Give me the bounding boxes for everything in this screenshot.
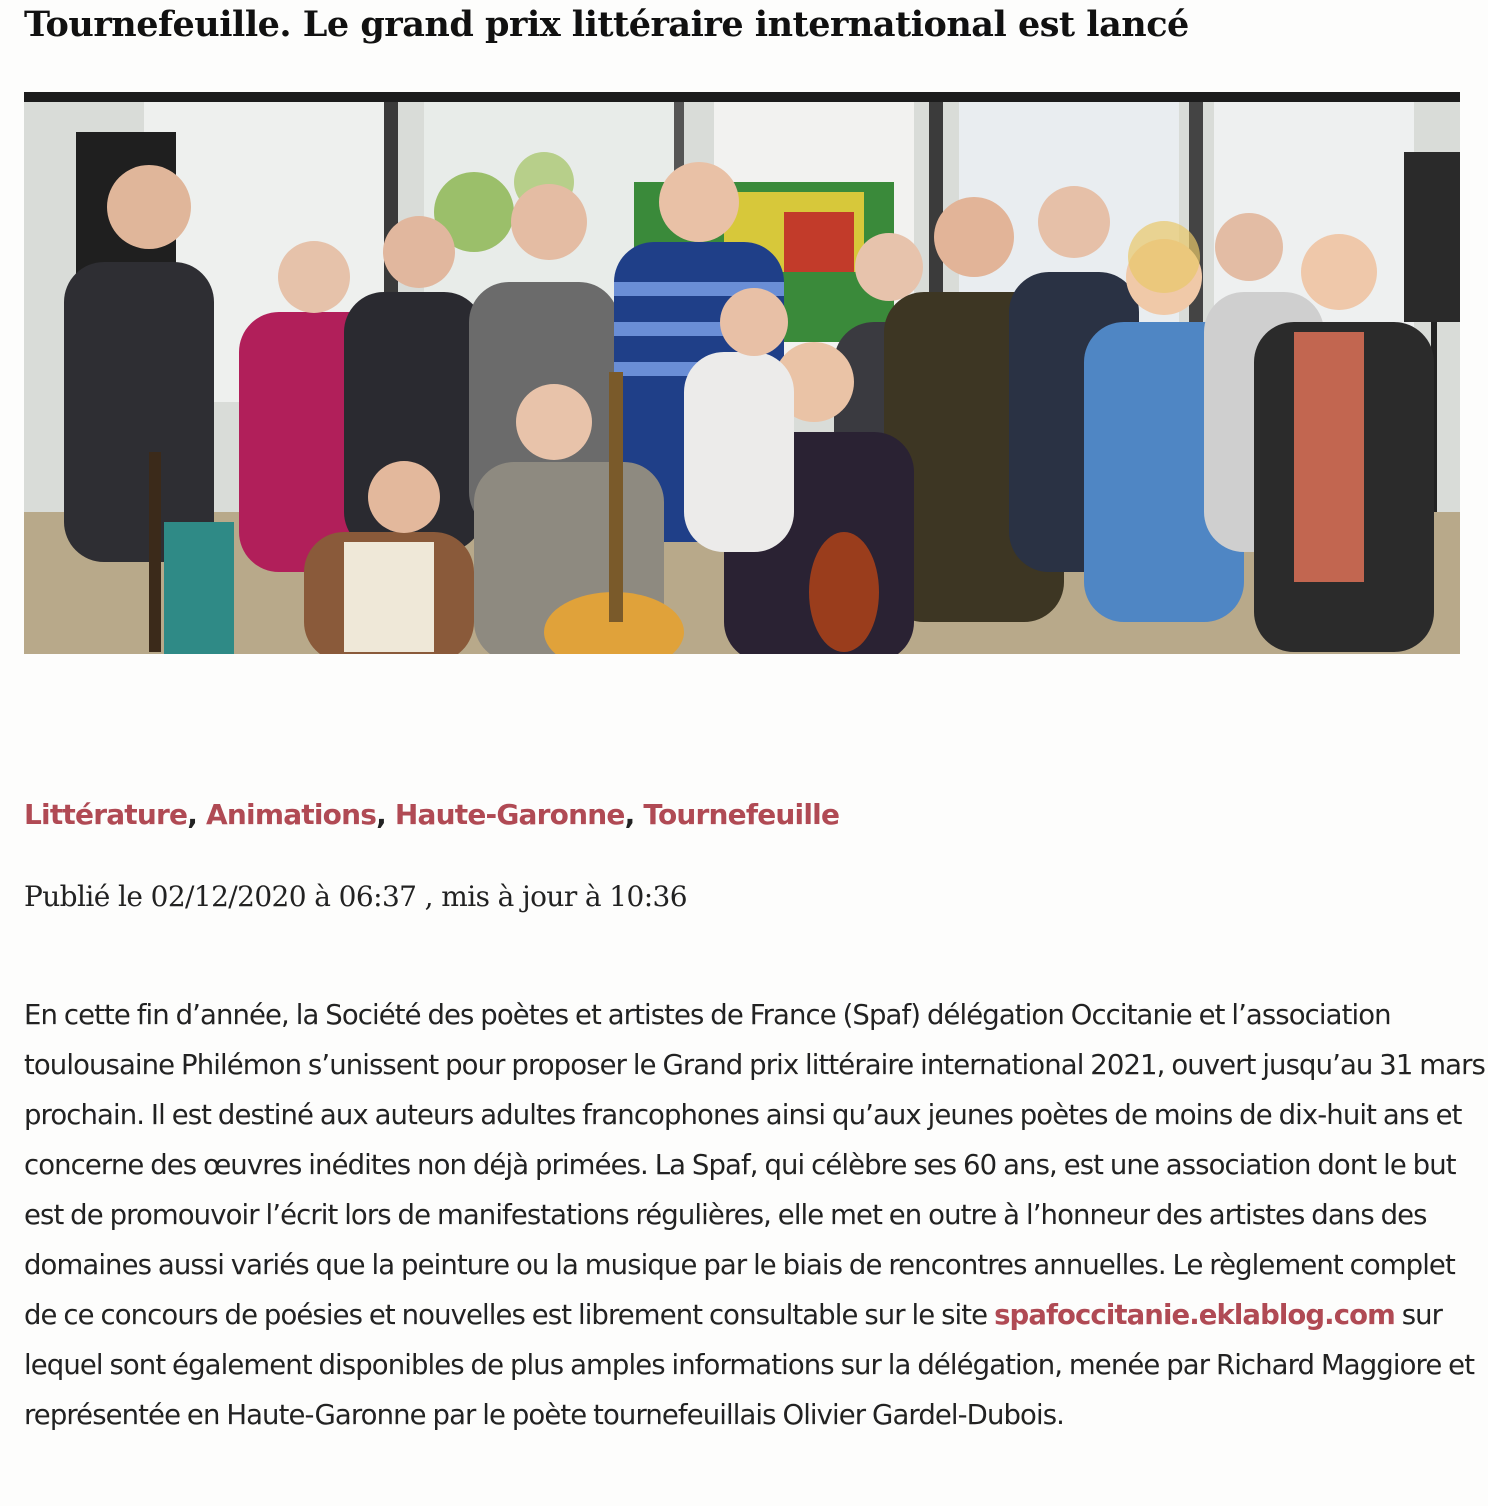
article-title: Tournefeuille. Le grand prix littéraire international est lancé [24,4,1189,45]
spaf-website-link[interactable]: spafoccitanie.eklablog.com [994,1299,1395,1331]
group-photo-icon [24,92,1460,654]
category-litterature[interactable]: Littérature [24,798,188,831]
publish-date: Publié le 02/12/2020 à 06:37 , mis à jour à 10:36 [24,880,687,913]
category-separator: , [187,798,198,831]
article-body [24,990,1486,1440]
category-separator: , [624,798,635,831]
category-separator: , [376,798,386,831]
body-text-part2: sur lequel sont également disponibles de plus amples informations sur la délégation, menée par Richard Maggiore et représentée en Haute-Garonne par le poète tournefeuillais Olivier Gardel-Dubois. [24,1299,1475,1431]
article-photo [24,92,1460,654]
category-haute-garonne[interactable]: Haute-Garonne [394,798,625,831]
category-animations[interactable]: Animations [206,798,377,831]
category-tournefeuille[interactable]: Tournefeuille [643,798,840,831]
body-text-part1: En cette fin d’année, la Société des poètes et artistes de France (Spaf) délégation Occitanie et l’association toulousaine Philémon s’unissent pour proposer le Grand prix littéraire international 2021, ouvert jusqu’au 31 mars prochain. Il est destiné aux auteurs adultes francophones ainsi qu’aux jeunes poètes de moins de dix-huit ans et concerne des œuvres inédites non déjà primées. La Spaf, qui célèbre ses 60 ans, est une association dont le but est de promouvoir l’écrit lors de manifestations régulières, elle met en outre à l’honneur des artistes dans des domaines aussi variés que la peinture ou la musique par le biais de rencontres annuelles. Le règlement complet de ce concours de poésies et nouvelles est librement consultable sur le site [24,999,1485,1331]
category-list [24,798,839,831]
